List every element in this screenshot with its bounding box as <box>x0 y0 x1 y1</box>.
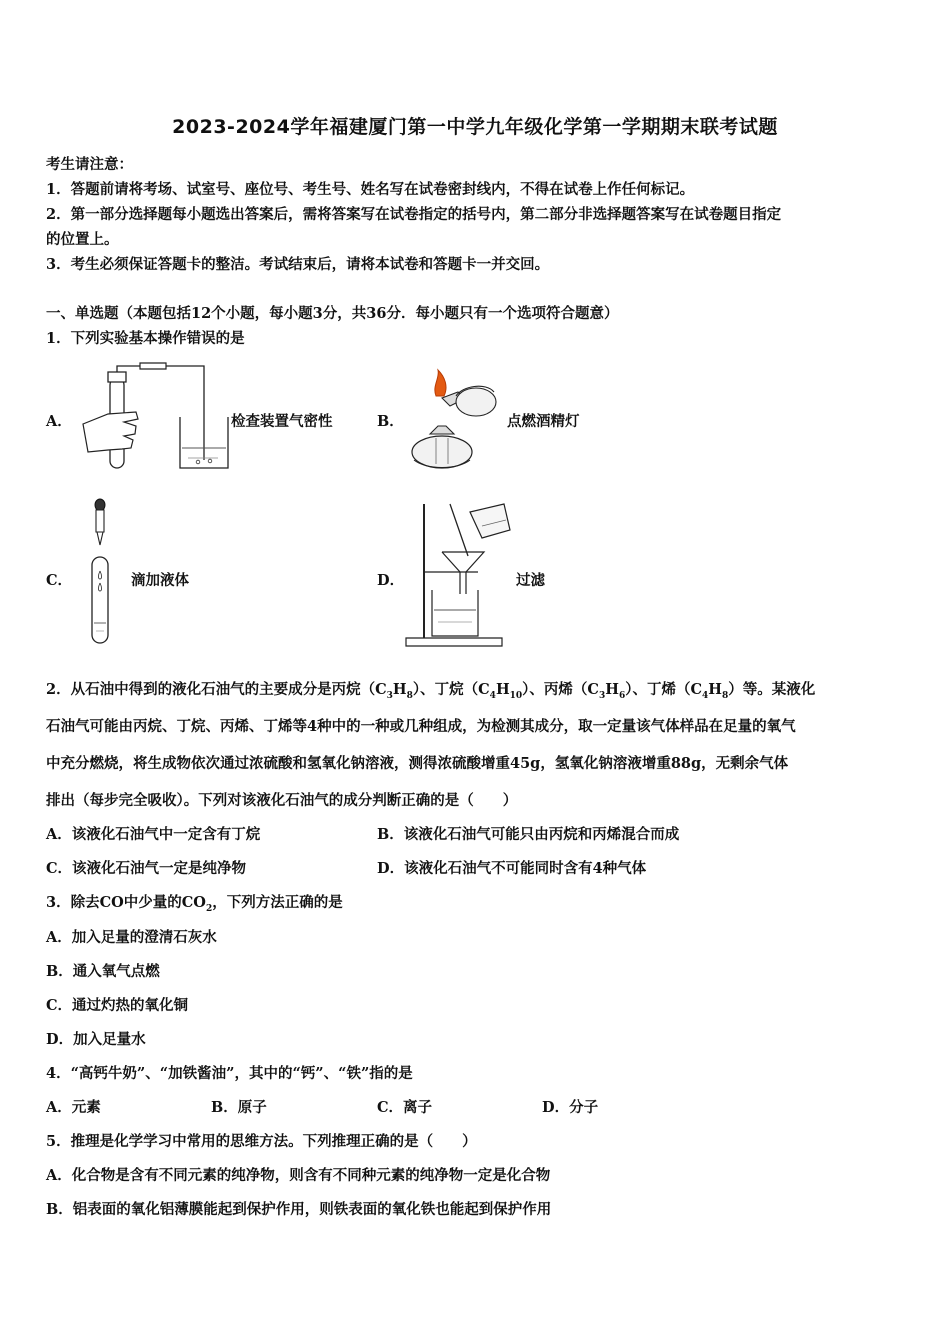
dropper-figure <box>86 497 114 647</box>
question-2-stem: 排出（每步完全吸收）。下列对该液化石油气的成分判断正确的是（ ） <box>46 792 518 809</box>
question-3-option-d: D．加入足量水 <box>46 1031 146 1048</box>
question-4-option-a: A．元素 <box>46 1099 101 1116</box>
question-2-stem: 石油气可能由丙烷、丁烷、丙烯、丁烯等4种中的一种或几种组成，为检测其成分，取一定量该气体样品在足量的氧气 <box>46 718 796 735</box>
question-4-option-b: B．原子 <box>211 1099 267 1116</box>
alcohol-lamp-figure <box>406 368 501 473</box>
page-title: 2023-2024学年福建厦门第一中学九年级化学第一学期期末联考试题 <box>172 116 778 138</box>
option-a-label: 检查装置气密性 <box>231 413 333 430</box>
question-3-option-b: B．通入氧气点燃 <box>46 963 160 980</box>
notice-item: 1．答题前请将考场、试室号、座位号、考生号、姓名写在试卷密封线内，不得在试卷上作任何标记。 <box>46 181 695 198</box>
option-d-letter: D． <box>377 572 405 589</box>
question-4-option-d: D．分子 <box>542 1099 599 1116</box>
question-3-option-a: A．加入足量的澄清石灰水 <box>46 929 217 946</box>
question-2-option-b: B．该液化石油气可能只由丙烷和丙烯混合而成 <box>377 826 680 843</box>
question-3-stem: 3．除去CO中少量的$CO_2$，下列方法正确的是 <box>46 894 343 914</box>
option-c-letter: C． <box>46 572 73 589</box>
option-d-label: 过滤 <box>516 572 545 589</box>
option-c-label: 滴加液体 <box>131 572 189 589</box>
question-1-stem: 1．下列实验基本操作错误的是 <box>46 330 245 347</box>
option-b-letter: B． <box>377 413 404 430</box>
question-2-option-d: D．该液化石油气不可能同时含有4种气体 <box>377 860 647 877</box>
question-5-option-a: A．化合物是含有不同元素的纯净物，则含有不同种元素的纯净物一定是化合物 <box>46 1167 551 1184</box>
question-3-option-c: C．通过灼热的氧化铜 <box>46 997 189 1014</box>
question-2-option-c: C．该液化石油气一定是纯净物 <box>46 860 247 877</box>
option-a-letter: A． <box>46 413 72 430</box>
notice-item: 2．第一部分选择题每小题选出答案后，需将答案写在试卷指定的括号内，第二部分非选择题答案写在试卷题目指定 <box>46 206 782 223</box>
notice-heading: 考生请注意： <box>46 156 133 173</box>
notice-item: 3．考生必须保证答题卡的整洁。考试结束后，请将本试卷和答题卡一并交回。 <box>46 256 550 273</box>
question-4-stem: 4．“高钙牛奶”、“加铁酱油”，其中的“钙”、“铁”指的是 <box>46 1065 413 1082</box>
filtration-figure <box>404 500 514 650</box>
question-2-option-a: A．该液化石油气中一定含有丁烷 <box>46 826 261 843</box>
question-5-option-b: B．铝表面的氧化铝薄膜能起到保护作用，则铁表面的氧化铁也能起到保护作用 <box>46 1201 552 1218</box>
question-2-stem: 2．从石油中得到的液化石油气的主要成分是丙烷$(C_3H_8)$、丁烷$(C_4H_{10})$、丙烯$(C_3H_6)$、丁烯$(C_4H_8)$等。某液化 <box>46 681 816 701</box>
notice-item: 的位置上。 <box>46 231 119 248</box>
section-heading: 一、单选题（本题包括12个小题，每小题3分，共36分．每小题只有一个选项符合题意） <box>46 305 619 322</box>
question-4-option-c: C．离子 <box>377 1099 433 1116</box>
question-5-stem: 5．推理是化学学习中常用的思维方法。下列推理正确的是（ ） <box>46 1133 477 1150</box>
airtightness-check-figure <box>78 362 228 472</box>
option-b-label: 点燃酒精灯 <box>507 413 580 430</box>
question-2-stem: 中充分燃烧，将生成物依次通过浓硫酸和氢氧化钠溶液，测得浓硫酸增重45g，氢氧化钠溶液增重88g，无剩余气体 <box>46 755 789 772</box>
